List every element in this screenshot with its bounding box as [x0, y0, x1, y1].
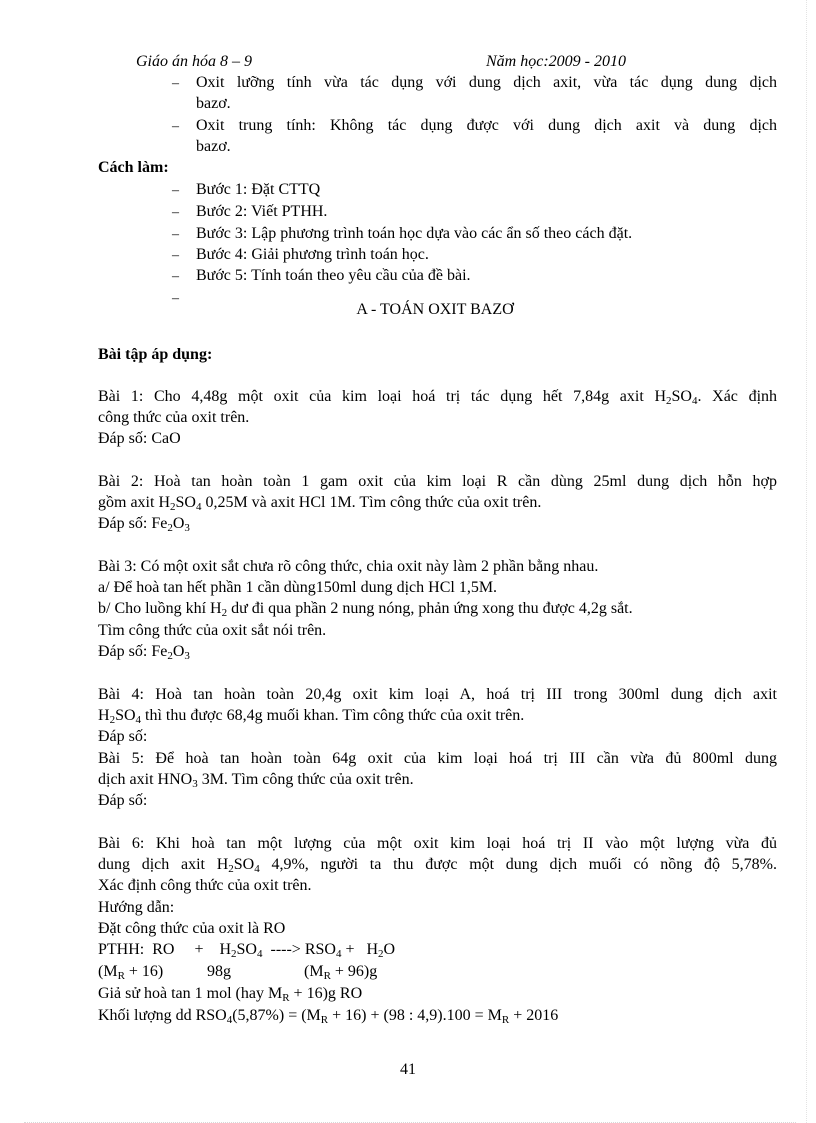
ex6-guide-3: Khối lượng dd $RSO_4(5,87\%) = (M_R + 16) + (98$ : $4,9).100 = M_R + 2016$	[98, 1007, 559, 1026]
ex6-line-2: dung dịch axit $H_2SO_4$ 4,9%, người ta thu được một dung dịch muối có nồng độ 5,78%.	[98, 856, 778, 875]
intro-bullet-2-line-2: bazơ.	[196, 138, 231, 155]
ex6-line-1: Bài 6: Khi hoà tan một lượng của một oxit kim loại hoá trị II vào một lượng vừa đủ	[98, 835, 777, 852]
ex5-answer: Đáp số:	[98, 792, 148, 809]
bullet-dash: –	[172, 291, 179, 306]
bullet-dash: –	[172, 205, 179, 220]
ex6-guide-1: Đặt công thức của oxit là RO	[98, 920, 286, 937]
method-step-4: Bước 4: Giải phương trình toán học.	[196, 246, 429, 263]
intro-bullet-1-line-1: Oxit lưỡng tính vừa tác dụng với dung dịch axit, vừa tác dụng dung dịch	[196, 74, 777, 91]
intro-bullet-2-line-1: Oxit trung tính: Không tác dụng được với dung dịch axit và dung dịch	[196, 117, 777, 134]
bullet-dash: –	[172, 119, 179, 134]
ex6-mass-salt: $(M_R + 96)g$	[304, 963, 378, 982]
ex3-answer: Đáp số: $Fe_2O_3$	[98, 643, 190, 662]
margin-guide	[806, 0, 807, 1123]
method-step-3: Bước 3: Lập phương trình toán học dựa vào các ẩn số theo cách đặt.	[196, 225, 633, 242]
method-step-2: Bước 2: Viết PTHH.	[196, 203, 328, 220]
ex3-line-2: a/ Để hoà tan hết phần 1 cần dùng150ml dung dịch HCl 1,5M.	[98, 579, 498, 596]
method-title: Cách làm:	[98, 159, 169, 176]
ex4-answer: Đáp số:	[98, 728, 148, 745]
ex6-guide-2: Giả sử hoà tan 1 mol (hay $M_R + 16)g$ RO	[98, 985, 363, 1004]
bullet-dash: –	[172, 248, 179, 263]
ex2-line-1: Bài 2: Hoà tan hoàn toàn 1 gam oxit của kim loại R cần dùng 25ml dung dịch hỗn hợp	[98, 473, 777, 490]
ex1-answer: Đáp số: CaO	[98, 430, 181, 447]
ex5-line-2: dịch axit $HNO_3$ 3M. Tìm công thức của oxit trên.	[98, 771, 414, 790]
ex1-line-2: công thức của oxit trên.	[98, 409, 250, 426]
ex4-line-2: $H_2SO_4$ thì thu được 68,4g muối khan. Tìm công thức của oxit trên.	[98, 707, 525, 726]
ex3-line-1: Bài 3: Có một oxit sắt chưa rõ công thức, chia oxit này làm 2 phần bằng nhau.	[98, 558, 599, 575]
section-title: A - TOÁN OXIT BAZƠ	[356, 301, 514, 318]
ex1-line-1: Bài 1: Cho 4,48g một oxit của kim loại hoá trị tác dụng hết 7,84g axit $H_2SO_4$. Xác định	[98, 388, 778, 407]
ex6-equation: PTHH: RO + $H_2SO_4$ ----> $RSO_4 + H_2O$	[98, 941, 396, 960]
bullet-dash: –	[172, 269, 179, 284]
ex6-mass-ro: $(M_R + 16)$	[98, 963, 164, 982]
header-year: Năm học:2009 - 2010	[486, 53, 626, 70]
bullet-dash: –	[172, 76, 179, 91]
bullet-dash: –	[172, 183, 179, 198]
ex3-line-4: Tìm công thức của oxit sắt nói trên.	[98, 622, 327, 639]
intro-bullet-1-line-2: bazơ.	[196, 95, 231, 112]
ex6-mass-acid: 98g	[207, 963, 231, 980]
ex6-guide-title: Hướng dẫn:	[98, 899, 175, 916]
header-subject: Giáo án hóa 8 – 9	[136, 53, 252, 70]
method-step-1: Bước 1: Đặt CTTQ	[196, 181, 321, 198]
ex2-line-2: gồm axit $H_2SO_4$ 0,25M và axit HCl 1M. Tìm công thức của oxit trên.	[98, 494, 542, 513]
exercises-title: Bài tập áp dụng:	[98, 346, 213, 363]
ex2-answer: Đáp số: $Fe_2O_3$	[98, 515, 190, 534]
ex3-line-3: b/ Cho luồng khí $H_2$ dư đi qua phần 2 nung nóng, phản ứng xong thu được 4,2g sắt.	[98, 600, 633, 619]
ex5-line-1: Bài 5: Để hoà tan hoàn toàn 64g oxit của kim loại hoá trị III cần vừa đủ 800ml dung	[98, 750, 777, 767]
page-number: 41	[400, 1061, 416, 1078]
ex6-line-3: Xác định công thức của oxit trên.	[98, 877, 312, 894]
method-step-5: Bước 5: Tính toán theo yêu cầu của đề bài.	[196, 267, 471, 284]
ex4-line-1: Bài 4: Hoà tan hoàn toàn 20,4g oxit kim loại A, hoá trị III trong 300ml dung dịch axit	[98, 686, 777, 703]
bullet-dash: –	[172, 227, 179, 242]
